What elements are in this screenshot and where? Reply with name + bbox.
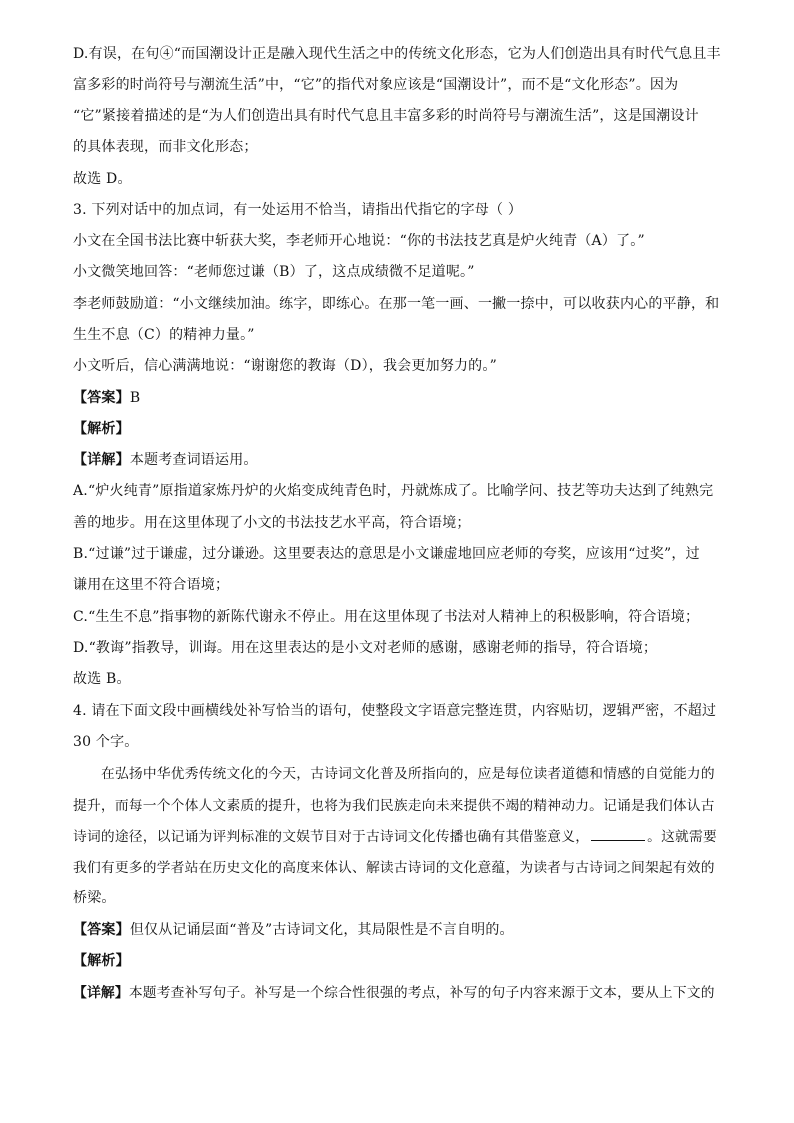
passage-line: 提升，而每一个个体人文素质的提升，也将为我们民族走向未来提供不竭的精神动力。记诵是我们体认古 xyxy=(73,798,715,814)
detail-line xyxy=(73,981,715,1001)
detail-tag: 【详解】 xyxy=(73,985,129,1001)
fill-in-blank xyxy=(591,826,645,841)
analysis-line xyxy=(73,950,130,970)
option-d-analysis-line: 富多彩的时尚符号与潮流生活”中，“它”的指代对象应该是“国潮设计”，而不是“文化形态”。因为 xyxy=(73,77,679,93)
dialogue-line: 李老师鼓励道：“小文继续加油。练字，即练心。在那一笔一画、一撇一捺中，可以收获内心的平静，和 xyxy=(73,296,720,312)
answer-text: B xyxy=(129,390,141,406)
passage-text: 诗词的途径，以记诵为评判标准的文娱节目对于古诗词文化传播也确有其借鉴意义， xyxy=(73,829,590,845)
question-4-stem: 30 个字。 xyxy=(73,734,139,750)
detail-tag: 【详解】 xyxy=(73,452,130,468)
passage-line: 桥梁。 xyxy=(73,890,116,906)
answer-tag: 【答案】 xyxy=(73,922,130,938)
dialogue-line: 生生不息（C）的精神力量。” xyxy=(73,327,255,343)
passage-line: 在弘扬中华优秀传统文化的今天，古诗词文化普及所指向的，应是每位读者道德和情感的自觉能力的 xyxy=(101,766,715,782)
detail-text: 本题考查补写句子。补写是一个综合性很强的考点，补写的句子内容来源于文本，要从上下文的 xyxy=(128,985,715,1001)
question-3-stem: 3. 下列对话中的加点词，有一处运用不恰当，请指出代指它的字母（ ） xyxy=(73,202,523,218)
dialogue-line: 小文微笑地回答：“老师您过谦（B）了，这点成绩微不足道呢。” xyxy=(73,264,475,280)
detail-text: 本题考查词语运用。 xyxy=(129,452,258,468)
option-d-analysis-line: 的具体表现，而非文化形态； xyxy=(73,139,258,155)
explanation-line: A.“炉火纯青”原指道家炼丹炉的火焰变成纯青色时，丹就炼成了。比喻学问、技艺等功夫达到了纯熟完 xyxy=(73,483,714,499)
answer-line xyxy=(73,919,514,939)
dialogue-line: 小文在全国书法比赛中斩获大奖，李老师开心地说：“你的书法技艺真是炉火纯青（A）了。” xyxy=(73,233,645,249)
dialogue-line: 小文听后，信心满满地说：“谢谢您的教诲（D），我会更加努力的。” xyxy=(73,358,497,374)
passage-text: 。这就需要 xyxy=(647,829,717,845)
explanation-line: D.“教诲”指教导，训诲。用在这里表达的是小文对老师的感谢，感谢老师的指导，符合语境； xyxy=(73,640,658,656)
detail-line xyxy=(73,449,258,469)
option-d-analysis-line: “它”紧接着描述的是“为人们创造出具有时代气息且丰富多彩的时尚符号与潮流生活”，这是国潮设计 xyxy=(73,108,699,124)
explanation-line: C.“生生不息”指事物的新陈代谢永不停止。用在这里体现了书法对人精神上的积极影响，符合语境； xyxy=(73,609,700,625)
passage-line xyxy=(73,825,717,845)
analysis-line xyxy=(73,418,130,438)
explanation-line: B.“过谦”过于谦虚，过分谦逊。这里要表达的意思是小文谦虚地回应老师的夸奖，应该用“过奖”，过 xyxy=(73,546,700,562)
answer-line xyxy=(73,387,140,407)
explanation-line: 谦用在这里不符合语境； xyxy=(73,577,230,593)
conclusion-line: 故选 D。 xyxy=(73,171,132,187)
passage-line: 我们有更多的学者站在历史文化的高度来体认、解读古诗词的文化意蕴，为读者与古诗词之间架起有效的 xyxy=(73,860,715,876)
analysis-tag: 【解析】 xyxy=(73,953,130,969)
answer-text: 但仅从记诵层面“普及”古诗词文化，其局限性是不言自明的。 xyxy=(129,922,514,938)
explanation-line: 善的地步。用在这里体现了小文的书法技艺水平高，符合语境； xyxy=(73,515,471,531)
analysis-tag: 【解析】 xyxy=(73,421,130,437)
answer-tag: 【答案】 xyxy=(73,390,130,406)
question-4-stem: 4. 请在下面文段中画横线处补写恰当的语句，使整段文字语意完整连贯，内容贴切，逻辑严密，不超过 xyxy=(73,703,717,719)
option-d-analysis-line: D.有误，在句④“而国潮设计正是融入现代生活之中的传统文化形态，它为人们创造出具有时代气息且丰 xyxy=(73,46,721,62)
conclusion-line: 故选 B。 xyxy=(73,671,131,687)
